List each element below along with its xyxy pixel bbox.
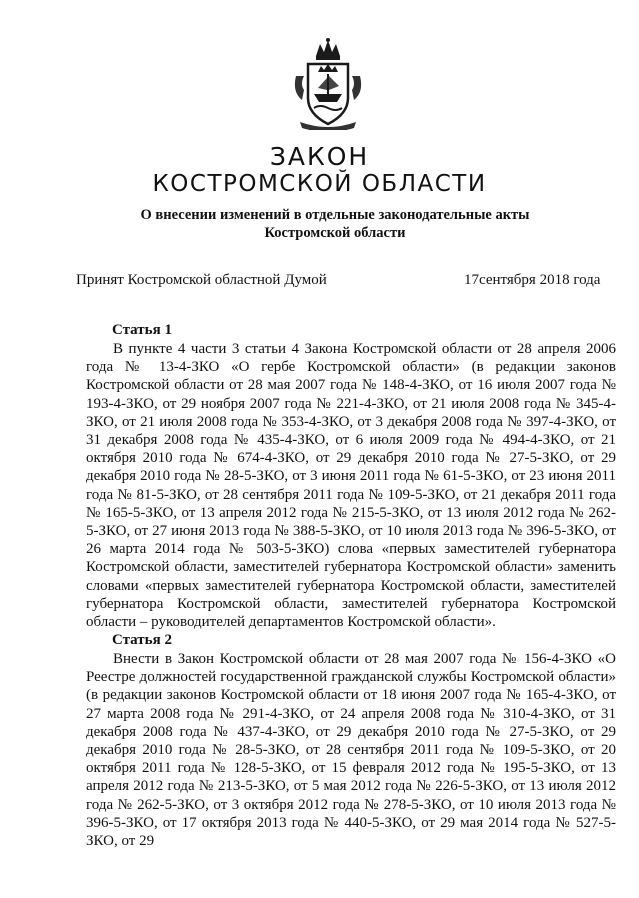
article-2-text: Внести в Закон Костромской области от 28 мая 2007 года № 156-4-ЗКО «О Реестре должностей государственной гражданской службы Костромской области» (в редакции законов Костромской области от 18 июня 2007 года № 165-4-ЗКО, от 27 марта 2008 года № 291-4-ЗКО, от 24 апреля 2008 года № 310-4-ЗКО, от 31 декабря 2008 года № 437-4-ЗКО, от 29 декабря 2010 года № 27-5-ЗКО, от 29 декабря 2010 года № 28-5-ЗКО, от 28 сентября 2011 года № 109-5-ЗКО, от 20 октября 2011 года № 128-5-ЗКО, от 15 февраля 2012 года № 195-5-ЗКО, от 13 апреля 2012 года № 213-5-ЗКО, от 5 мая 2012 года № 226-5-ЗКО, от 13 июля 2012 года № 262-5-ЗКО, от 3 октября 2012 года № 278-5-ЗКО, от 10 июля 2013 года № 396-5-ЗКО, от 17 октября 2013 года № 440-5-ЗКО, от 29 мая 2014 года № 527-5-ЗКО, от 29 <box>86 651 616 850</box>
adopted-by: Принят Костромской областной Думой <box>76 272 327 288</box>
document-subtitle: О внесении изменений в отдельные законодательные акты Костромской области <box>140 207 530 241</box>
article-1-text: В пункте 4 части 3 статьи 4 Закона Костромской области от 28 апреля 2006 года № 13-4-ЗКО «О гербе Костромской области» (в редакции законов Костромской области от 28 мая 2007 года № 148-4-ЗКО, от 16 июля 2007 года № 193-4-ЗКО, от 29 ноября 2007 года № 221-4-ЗКО, от 21 июля 2008 года № 345-4-ЗКО, от 21 июля 2008 года № 353-4-ЗКО, от 3 декабря 2008 года № 397-4-ЗКО, от 31 декабря 2008 года № 435-4-ЗКО, от 6 июля 2009 года № 494-4-ЗКО, от 21 октября 2010 года № 674-4-ЗКО, от 29 декабря 2010 года № 27-5-ЗКО, от 29 декабря 2010 года № 28-5-ЗКО, от 3 июня 2011 года № 61-5-ЗКО, от 23 июня 2011 года № 81-5-ЗКО, от 28 сентября 2011 года № 109-5-ЗКО, от 21 декабря 2011 года № 165-5-ЗКО, от 13 апреля 2012 года № 215-5-ЗКО, от 13 июля 2012 года № 262-5-ЗКО, от 27 июня 2013 года № 388-5-ЗКО, от 10 июля 2013 года № 396-5-ЗКО, от 26 марта 2014 года № 503-5-ЗКО) слова «первых заместителей губернатора Костромской области, заместителей губернатора Костромской области» заменить словами «первых заместителей губернатора Костромской области, заместителей губернатора Костромской области, заместителей губернатора Костромской области – руководителей департаментов Костромской области». <box>86 341 616 631</box>
adoption-date: 17сентября 2018 года <box>464 272 601 288</box>
article-2-heading: Статья 2 <box>112 632 172 648</box>
coat-of-arms-icon <box>290 38 366 130</box>
article-1-heading: Статья 1 <box>112 322 172 338</box>
document-title-region: КОСТРОМСКОЙ ОБЛАСТИ <box>152 171 487 197</box>
document-title: ЗАКОН <box>269 142 370 171</box>
